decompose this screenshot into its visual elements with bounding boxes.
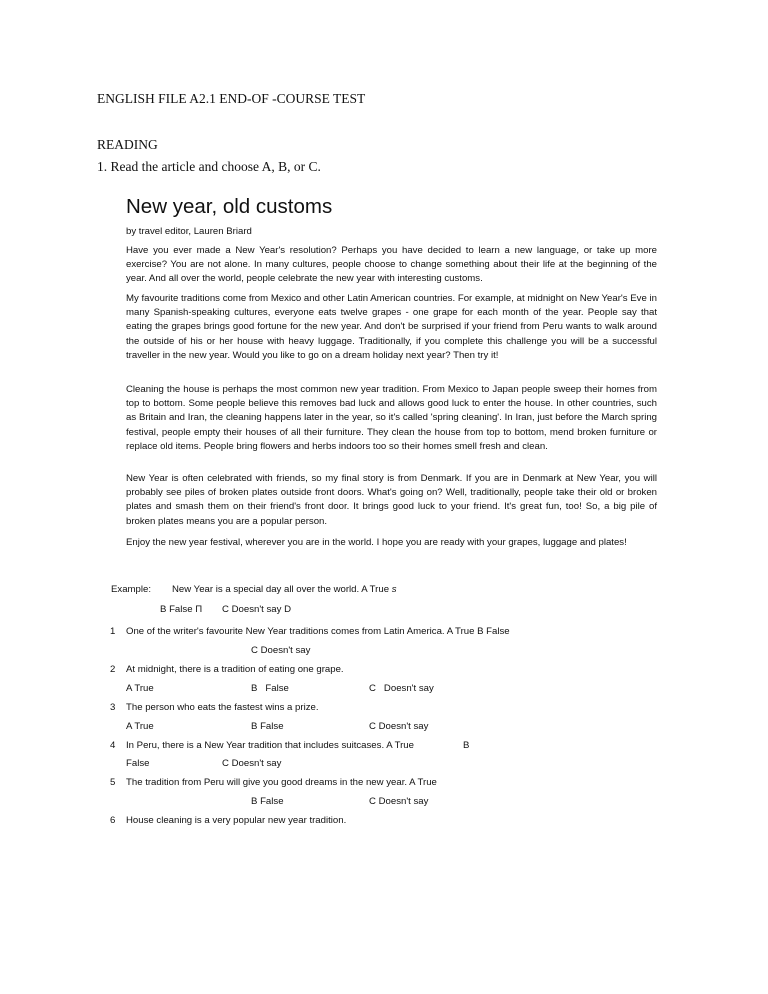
question-number: 5 [110, 777, 116, 788]
example-label: Example: [111, 584, 151, 595]
article-paragraph-5: Enjoy the new year festival, wherever you are in the world. I hope you are ready with your grapes, luggage and plates! [126, 537, 627, 548]
question-1-option-c: C Doesn't say [251, 645, 311, 656]
example-option-b: B False П [160, 604, 203, 615]
question-4-text: In Peru, there is a New Year tradition that includes suitcases. A True [126, 740, 414, 751]
question-2-option-b: B False [251, 683, 289, 694]
example-option-c: C Doesn't say D [222, 604, 292, 615]
question-5-option-b: B False [251, 796, 284, 807]
question-4-option-b-word: False [126, 758, 150, 769]
article-paragraph-2: My favourite traditions come from Mexico and other Latin American countries. For example, at midnight on New Year's Eve in many Spanish-speaking cultures, everyone eats twelve grapes - one grape for each month of the year. People say that eating the grapes brings good fortune for the new year. And don't be surprised if your friend from Peru wants to walk around the outside of his or her house with heavy luggage. Traditionally, if you complete this challenge you will be a successful traveller in the new year. Would you like to go on a dream holiday next year? Then try it! [126, 293, 657, 361]
question-2-text: At midnight, there is a tradition of eating one grape. [126, 664, 344, 675]
article-paragraph-4: New Year is often celebrated with friends, so my final story is from Denmark. If you are in Denmark at New Year, you will probably see piles of broken plates outside front doors. What's going on? Well, traditionally, people take their old or broken plates and smash them on their friend's front door. It brings good luck to your friend. It's great fun, too! So, a big pile of broken plates means you are a popular person. [126, 473, 657, 527]
example-question [172, 584, 397, 595]
article-paragraph-1: Have you ever made a New Year's resolution? Perhaps you have decided to learn a new language, or take up more exercise? You are not alone. In many cultures, people choose to change something about their life at the beginning of the year. And all over the world, people celebrate the new year with interesting customs. [126, 245, 657, 285]
section-heading: READING [97, 137, 158, 152]
question-3-option-c: C Doesn't say [369, 721, 429, 732]
example-question-text: New Year is a special day all over the world. A True [172, 584, 390, 595]
question-3-option-a: A True [126, 721, 154, 732]
question-number: 4 [110, 740, 116, 751]
question-number: 1 [110, 626, 116, 637]
task-instruction: 1. Read the article and choose A, B, or C. [97, 159, 321, 174]
article-byline: by travel editor, Lauren Briard [126, 226, 252, 237]
question-2-option-a: A True [126, 683, 154, 694]
question-3-option-b: B False [251, 721, 284, 732]
question-6-text: House cleaning is a very popular new year tradition. [126, 815, 347, 826]
question-number: 2 [110, 664, 116, 675]
question-number: 6 [110, 815, 116, 826]
example-answer-mark: s [391, 584, 397, 595]
article-title: New year, old customs [126, 195, 333, 218]
article-paragraph-3: Cleaning the house is perhaps the most common new year tradition. From Mexico to Japan people sweep their homes from top to bottom. Some people believe this removes bad luck and allows good luck to enter the house. In other countries, such as Britain and Iran, the cleaning happens later in the year, so it's called 'spring cleaning'. In Iran, just before the March spring festival, people empty their houses of all their furniture. They clean the house from top to bottom, mend broken furniture or replace old items. People bring flowers and herbs indoors too so their homes smell fresh and clean. [126, 384, 657, 452]
question-3-text: The person who eats the fastest wins a prize. [126, 702, 319, 713]
question-5-text: The tradition from Peru will give you good dreams in the new year. A True [126, 777, 437, 788]
question-number: 3 [110, 702, 116, 713]
question-5-option-c: C Doesn't say [369, 796, 429, 807]
question-4-option-c: C Doesn't say [222, 758, 282, 769]
question-1-text: One of the writer's favourite New Year traditions comes from Latin America. A True B False [126, 626, 510, 637]
document-title: ENGLISH FILE A2.1 END-OF -COURSE TEST [97, 91, 366, 106]
question-2-option-c: C Doesn't say [369, 683, 434, 694]
question-4-option-b-letter: B [463, 740, 470, 751]
